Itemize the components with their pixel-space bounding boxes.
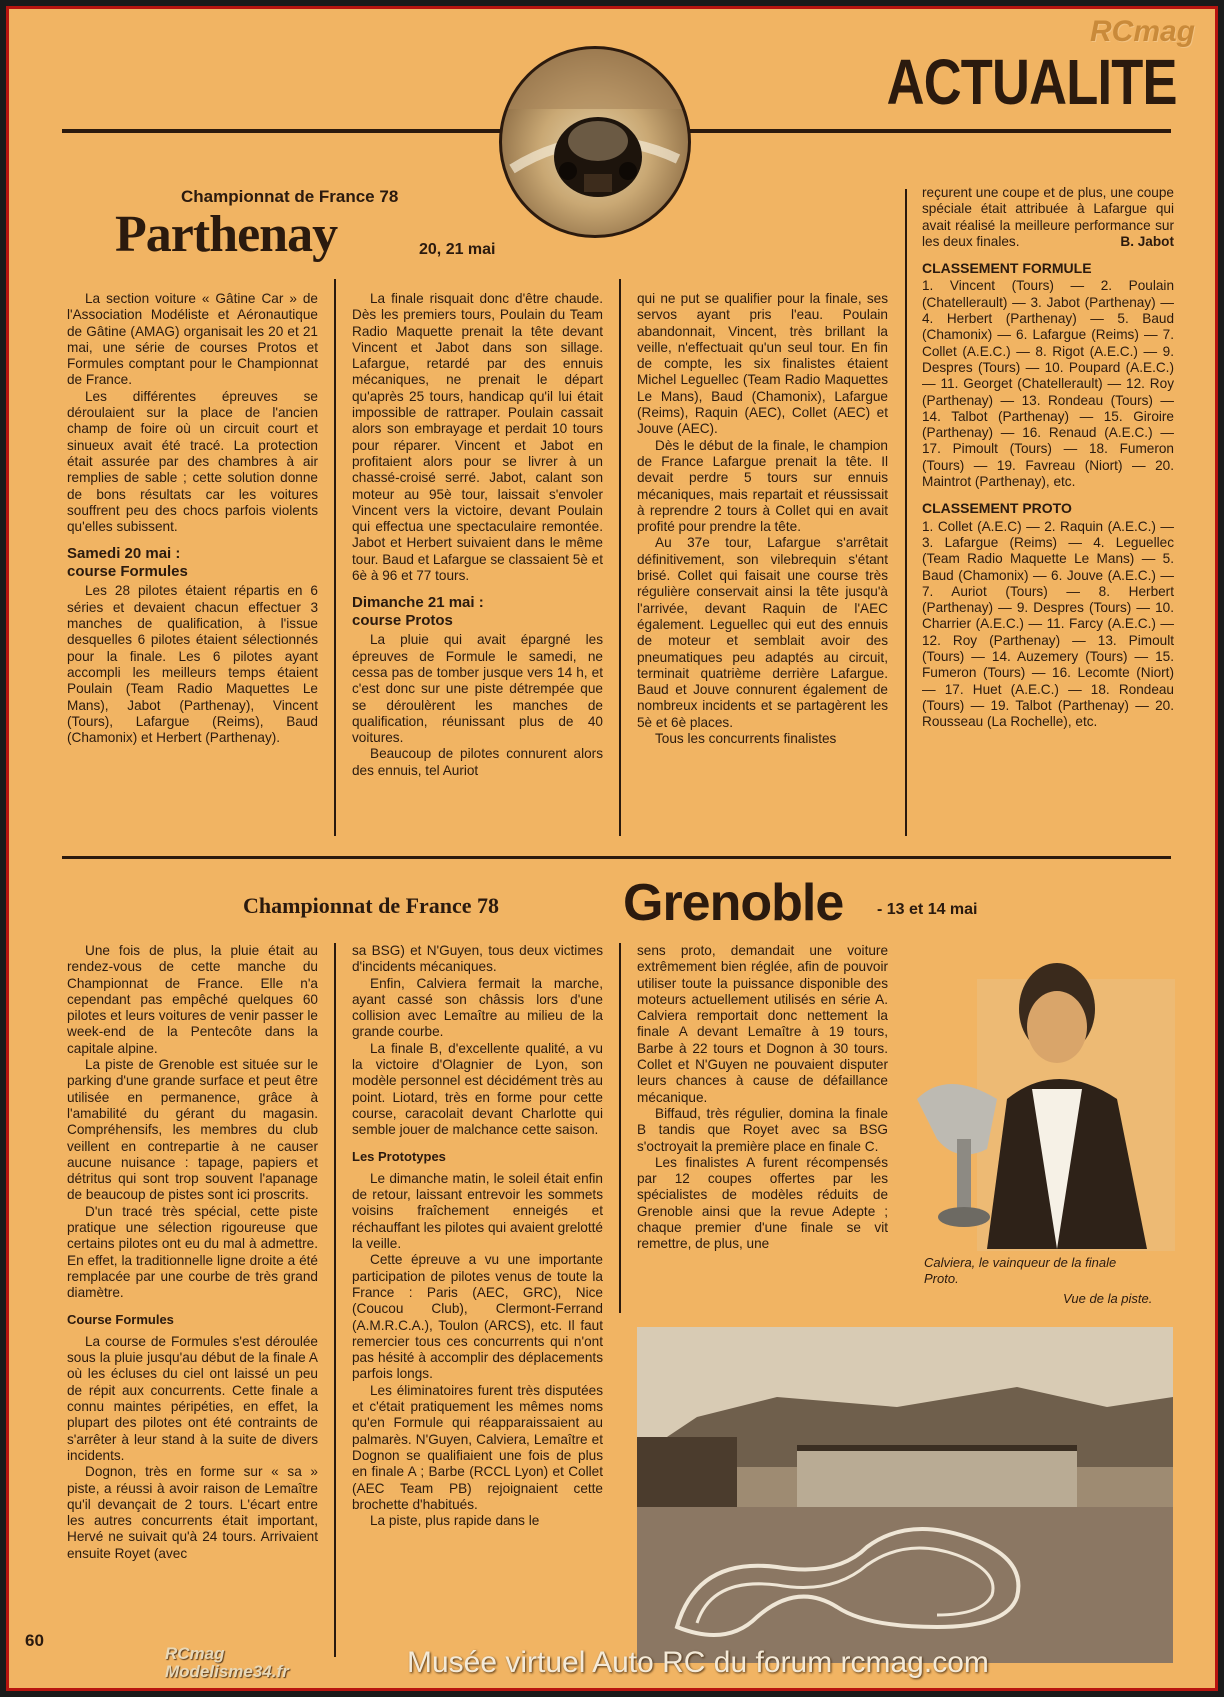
paragraph: La course de Formules s'est déroulée sous la pluie jusqu'au début de la finale A où les écluses du ciel ont laissé un peu de répit aux concurrents. Cette finale a connu maintes péripéties, en effet, la plupart des pilotes ont été contraints de s'arrêter à leur stand à la suite de divers incidents. (67, 1333, 318, 1463)
column-divider (334, 943, 336, 1657)
car-photo (499, 46, 691, 238)
subheading: Course Formules (67, 1311, 174, 1327)
paragraph: La finale risquait donc d'être chaude. Dès les premiers tours, Poulain du Team Radio Maquette prenait la tête devant Vincent et Jabot dans son sillage. Lafargue, retardé par des ennuis mécaniques, ne prenait le départ qu'après 25 tours, handicap qu'il lui était impossible de rattraper. Poulain cassait alors son embrayage et perdait 10 tours pour réparer. Vincent et Jabot en profitaient alors pour se livrer à un chassé-croisé serré. Jabot, calant son moteur au 95è tour, laissait s'envoler Vincent vers la victoire, devant Poulain qui effectua une spectaculaire remontée. Jabot et Herbert suivaient dans le même tour. Baud et Lafargue se classaient 5è et 6è à 96 et 77 tours. (352, 291, 603, 584)
column-divider (619, 943, 621, 1313)
magazine-page (6, 6, 1218, 1691)
grenoble-kicker: Championnat de France 78 (243, 893, 500, 918)
parthenay-dates: 20, 21 mai (419, 241, 496, 258)
paragraph: Biffaud, très régulier, domina la finale B tandis que Royet avec sa BSG s'octroyait la première place en finale C. (637, 1105, 888, 1154)
grenoble-title: Grenoble (623, 874, 844, 932)
paragraph: Une fois de plus, la pluie était au rendez-vous de cette manche du Championnat de France. Elle n'a cependant pas empêché quelques 60 pilotes et leurs voitures de venir passer le week-end de la Pentecôte dans la capitale alpine. (67, 943, 318, 1056)
parthenay-column-3 (637, 291, 888, 747)
paragraph: Les finalistes A furent récompensés par 12 coupes offertes par les spécialistes de modèles réduits de Grenoble ainsi que la revue Adepte ; chaque premier d'une finale se vit remettre, de plus, une (637, 1154, 888, 1252)
subheading: Samedi 20 mai : course Formules (67, 545, 188, 581)
parthenay-title: Parthenay (115, 206, 338, 263)
track-caption: Vue de la piste. (1063, 1291, 1153, 1306)
column-divider (619, 279, 621, 836)
rcmag-logo: RCmag (1089, 15, 1195, 48)
paragraph: Enfin, Calviera fermait la marche, ayant cassé son châssis lors d'une collision avec Lemaître au milieu de la grande courbe. (352, 975, 603, 1040)
parthenay-column-1 (67, 291, 318, 746)
winner-caption: Calviera, le vainqueur de la finale Proto. (924, 1255, 1117, 1286)
paragraph: Dès le début de la finale, le champion de France Lafargue prenait la tête. Il devait perdre 5 tours sur ennuis mécaniques, mais repartait et réussissait à reprendre 2 tours à Collet qui en avait profité pour prendre la tête. (637, 437, 888, 535)
paragraph: Les 28 pilotes étaient répartis en 6 séries et devaient chacun effectuer 3 manches de qualification, à l'issue desquelles 6 pilotes étaient sélectionnés pour la finale. Les 6 pilotes ayant accompli les meilleurs temps étaient Poulain (Team Radio Maquettes Le Mans), Jabot (Parthenay), Vincent (Tours), Lafargue (Reims), Baud (Chamonix) et Herbert (Parthenay). (67, 583, 318, 746)
grenoble-column-2 (352, 943, 603, 1529)
paragraph: Au 37e tour, Lafargue s'arrêtait définitivement, son vilebrequin s'étant brisé. Collet qui faisait une course très régulière conservait ainsi la tête jusqu'à l'arrivée, devant Raquin de l'AEC également. Leguellec qui eut des ennuis de moteur et semblait avoir des pneumatiques peu adaptés au circuit, terminait quatrième derrière Lafargue. Baud et Jouve connurent également de nombreux incidents et se partagèrent les 5è et 6è places. (637, 535, 888, 730)
paragraph: sa BSG) et N'Guyen, tous deux victimes d'incidents mécaniques. (352, 943, 603, 975)
ranking-heading: CLASSEMENT FORMULE (922, 260, 1092, 277)
paragraph: reçurent une coupe et de plus, une coupe spéciale était attribuée à Lafargue qui avait réalisé la meilleure performance sur les deux finales. B. Jabot (922, 185, 1174, 249)
subheading: Dimanche 21 mai : course Protos (352, 594, 484, 630)
ranking-heading: CLASSEMENT PROTO (922, 500, 1072, 517)
section-rule (62, 856, 1171, 859)
paragraph: La piste de Grenoble est située sur le parking d'une grande surface et peut être utilisée en permanence, grâce à l'amabilité du gérant du magasin. Compréhensifs, les membres du club veillent en contrepartie à ne causer aucune nuisance : tapage, papiers et détritus qui sont trop souvent l'apanage de beaucoup de pistes sont ici proscrits. (67, 1057, 318, 1203)
watermark-footer: Musée virtuel Auto RC du forum rcmag.com (407, 1646, 989, 1679)
paragraph: Dognon, très en forme sur « sa » piste, a réussi à avoir raison de Lemaître qu'il devançait de 2 tours. L'écart entre les autres concurrents était important, Hervé ne suivait qu'à 24 tours. Arrivaient ensuite Royet (avec (67, 1464, 318, 1561)
section-title: ACTUALITE (887, 46, 1177, 118)
paragraph: D'un tracé très spécial, cette piste pratique une sélection rigoureuse que certains pilotes ont eu du mal à admettre. En effet, la traditionnelle ligne droite a été remplacée par une courbe de très grand diamètre. (67, 1203, 318, 1301)
paragraph: La section voiture « Gâtine Car » de l'Association Modéliste et Aéronautique de Gâtine (AMAG) organisait les 20 et 21 mai, une série de courses Protos et Formules comptant pour le Championnat de France. (67, 291, 318, 388)
page-number: 60 (25, 1631, 44, 1650)
paragraph: sens proto, demandait une voiture extrêmement bien réglée, afin de pouvoir utiliser toute la puissance disponible des moteurs actuellement utilisés en série A. Calviera remportait donc nettement la finale A devant Lemaître à 19 tours, Barbe à 22 tours et Dognon à 30 tours. Collet et N'Guyen ne pouvaient disputer leurs chances à cause de défaillance mécanique. (637, 943, 888, 1105)
ranking-list: 1. Collet (A.E.C) — 2. Raquin (A.E.C.) — 3. Lafargue (Reims) — 4. Leguellec (Team Radio Maquette Le Mans) — 5. Baud (Chamonix) — 6. Jouve (A.E.C.) — 7. Auriot (Tours) — 8. Herbert (Parthenay) — 9. Despres (Tours) — 10. Charrier (A.E.C.) — 11. Farcy (A.E.C.) — 12. Roy (Parthenay) — 13. Pimoult (Tours) — 14. Auzemery (Tours) — 15. Fumeron (Tours) — 16. Lecomte (Niort) — 17. Huet (A.E.C.) — 18. Rondeau (Tours) — 19. Talbot (Parthenay) — 20. Rousseau (La Rochelle), etc. (922, 518, 1174, 730)
paragraph: Le dimanche matin, le soleil était enfin de retour, laissant entrevoir les sommets voisins fraîchement enneigés et réchauffant les pilotes qui avaient grelotté la veille. (352, 1170, 603, 1252)
column-divider (334, 279, 336, 836)
signature: B. Jabot (1120, 233, 1174, 249)
parthenay-kicker: Championnat de France 78 (181, 187, 399, 206)
paragraph: Beaucoup de pilotes connurent alors des ennuis, tel Auriot (352, 746, 603, 778)
watermark-logo: RCmag Modelisme34.fr (165, 1644, 289, 1681)
ranking-list: 1. Vincent (Tours) — 2. Poulain (Chatellerault) — 3. Jabot (Parthenay) — 4. Herbert (Parthenay) — 5. Baud (Chamonix) — 6. Lafargue (Reims) — 7. Collet (A.E.C.) — 8. Rigot (A.E.C.) — 9. Despres (Tours) — 10. Poupard (A.E.C.) — 11. Georget (Chatellerault) — 12. Roy (Parthenay) — 13. Rondeau (Tours) — 14. Talbot (Parthenay) — 15. Giroire (Parthenay) — 16. Renaud (A.E.C.) — 17. Pimoult (Tours) — 18. Fumeron (Tours) — 19. Favreau (Niort) — 20. Maintrot (Parthenay), etc. (922, 278, 1174, 490)
paragraph: qui ne put se qualifier pour la finale, ses servos ayant pris l'eau. Poulain abandonnait, Vincent, très brillant la veille, n'effectuait qu'un seul tour. En fin de compte, les six finalistes étaient Michel Leguellec (Team Radio Maquettes Le Mans), Baud (Chamonix), Lafargue (Reims), Raquin (AEC), Collet (AEC) et Jouve (AEC). (637, 291, 888, 437)
parthenay-column-4 (922, 185, 1174, 731)
subheading: Les Prototypes (352, 1148, 446, 1164)
winner-photo (917, 949, 1175, 1251)
paragraph: Cette épreuve a vu une importante participation de pilotes venus de toute la France : Paris (AEC, GRC), Nice (Coucou Club), Clermont-Ferrand (A.M.R.C.A.), Toulon (ARCS), etc. Il faut remercier tous ces concurrents qui n'ont pas hésité à accomplir des déplacements parfois longs. (352, 1252, 603, 1382)
grenoble-column-1 (67, 943, 318, 1562)
grenoble-dates: - 13 et 14 mai (877, 901, 978, 918)
track-photo (637, 1327, 1173, 1663)
paragraph: Les éliminatoires furent très disputées et c'était pratiquement les mêmes noms qu'en Formule qui réapparaissaient au palmarès. N'Guyen, Calviera, Lemaître et Dognon se qualifiaient une fois de plus en finale A ; Barbe (RCCL Lyon) et Collet (AEC Team PB) rejoignaient cette brochette d'habitués. (352, 1382, 603, 1512)
column-divider (905, 189, 907, 836)
grenoble-column-3 (637, 943, 888, 1253)
paragraph: La pluie qui avait épargné les épreuves de Formule le samedi, ne cessa pas de tomber jusque vers 14 h, et c'est donc sur une piste détrempée que se déroulèrent les manches de qualification, réunissant plus de 40 voitures. (352, 632, 603, 746)
paragraph: La piste, plus rapide dans le (370, 1513, 540, 1529)
paragraph: Tous les concurrents finalistes (655, 731, 837, 747)
paragraph: La finale B, d'excellente qualité, a vu la victoire d'Olagnier de Lyon, son modèle personnel est décidément très au point. Liotard, très en forme pour cette course, caracolait devant Charlotte qui semble jouer de malchance cette saison. (352, 1040, 603, 1138)
parthenay-column-2 (352, 291, 603, 779)
paragraph: Les différentes épreuves se déroulaient sur la place de l'ancien champ de foire où un circuit court et sinueux avait été tracé. La protection était assurée par des chambres à air remplies de sable ; cette solution donne de bons résultats car les voitures souffrent peu des chocs parfois violents qu'elles subissent. (67, 388, 318, 535)
